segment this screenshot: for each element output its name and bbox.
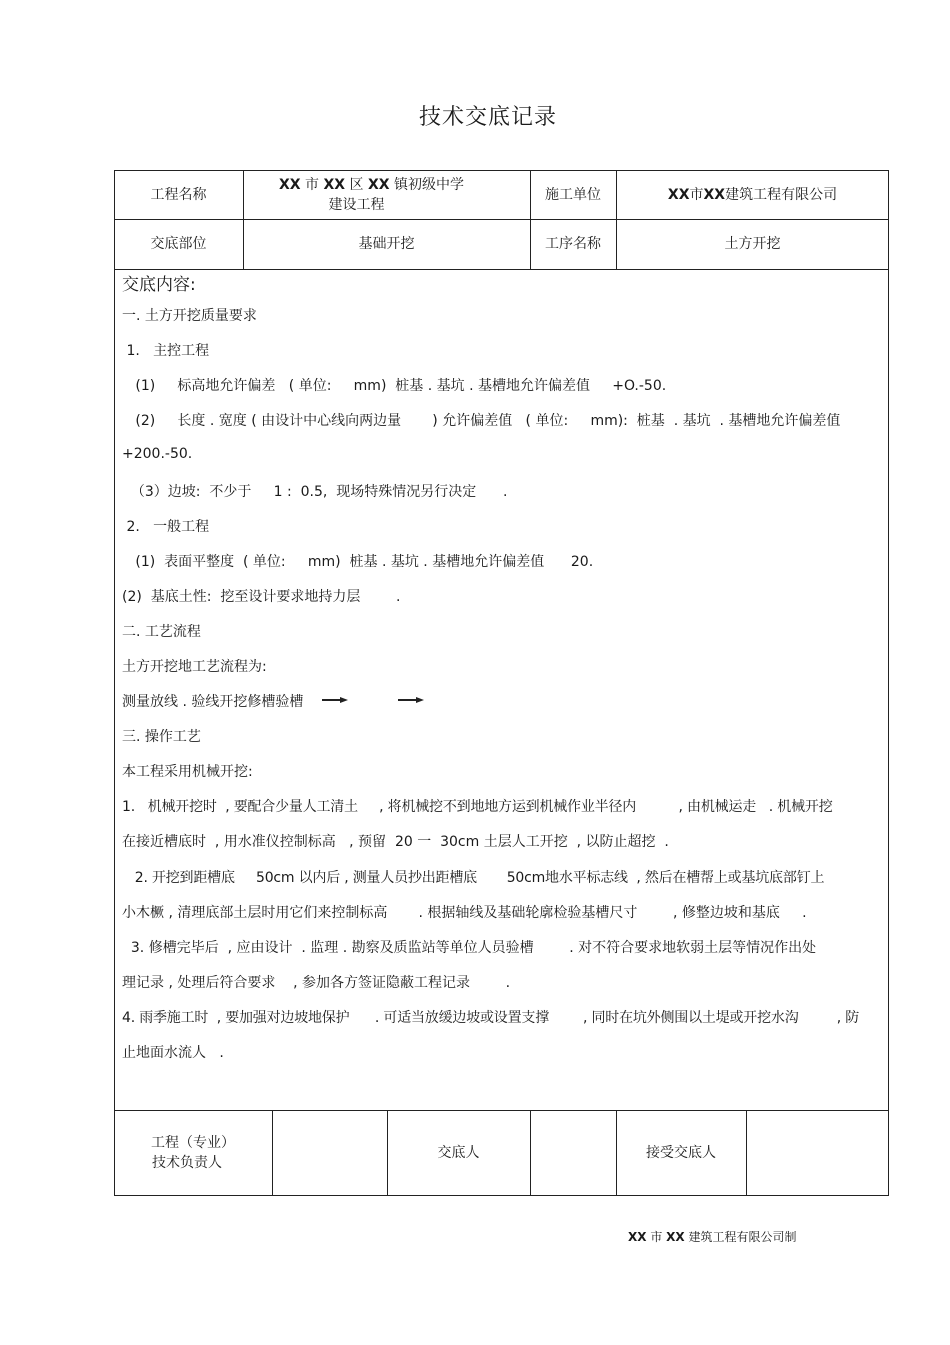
content-line: 1. 主控工程	[122, 343, 210, 359]
builder-part: XX	[703, 186, 726, 203]
content-line: （3）边坡: 不少于 1 : 0.5, 现场特殊情况另行决定 .	[122, 484, 508, 500]
row-divider	[114, 269, 889, 270]
location-label: 交底部位	[150, 236, 207, 252]
name-part: XX	[367, 176, 390, 193]
content-line: (2) 长度 . 宽度 ( 由设计中心线向两边量 ) 允许偏差值 ( 单位: mm): 桩基 . 基坑 . 基槽地允许偏差值	[122, 413, 841, 429]
arrow-right-icon	[322, 697, 348, 703]
process-label: 工序名称	[545, 236, 601, 252]
content-line: +200.-50.	[122, 446, 193, 462]
builder-part: 市	[689, 186, 704, 203]
content-line: 一. 土方开挖质量要求	[122, 308, 257, 324]
content-line: (1) 表面平整度 ( 单位: mm) 桩基 . 基坑 . 基槽地允许偏差值 20.	[122, 554, 594, 570]
footer-part: 市	[646, 1230, 667, 1244]
content-line: 3. 修槽完毕后 , 应由设计 . 监理 . 勘察及质监站等单位人员验槽 . 对不符合要求地软弱土层等情况作出处	[122, 940, 817, 956]
footer-company	[628, 1228, 797, 1245]
discloser-signature	[530, 1110, 616, 1196]
content-line: 止地面水流人 .	[122, 1045, 224, 1061]
builder-part: XX	[667, 186, 690, 203]
content-line: 2. 开挖到距槽底 50cm 以内后 , 测量人员抄出距槽底 50cm地水平标志线 , 然后在槽帮上或基坑底部钉上	[122, 870, 825, 886]
content-line: 小木橛 , 清理底部土层时用它们来控制标高 . 根据轴线及基础轮廓检验基槽尺寸 , 修整边坡和基底 .	[122, 905, 807, 921]
content-line: 土方开挖地工艺流程为:	[122, 659, 267, 675]
receiver-signature	[746, 1110, 889, 1196]
content-line: 测量放线 . 验线开挖修槽验槽	[122, 694, 304, 710]
project-name-line1	[279, 175, 464, 195]
tech-lead-line1: 工程（专业）	[151, 1135, 235, 1151]
location-value: 基础开挖	[358, 236, 415, 252]
content-line: 二. 工艺流程	[122, 624, 201, 640]
content-line: 1. 机械开挖时 , 要配合少量人工清土 , 将机械挖不到地地方运到机械作业半径内 , 由机械运走 . 机械开挖	[122, 799, 833, 815]
receiver-label: 接受交底人	[646, 1145, 716, 1161]
content-line: 理记录 , 处理后符合要求 , 参加各方签证隐蔽工程记录 .	[122, 975, 511, 991]
footer-part: XX	[666, 1230, 685, 1244]
content-line: (2) 基底土性: 挖至设计要求地持力层 .	[122, 589, 401, 605]
name-part: 市	[300, 176, 324, 193]
arrow-right-icon	[398, 697, 424, 703]
tech-lead-label	[114, 1110, 272, 1196]
process-value: 土方开挖	[724, 236, 781, 252]
name-part: 区	[345, 176, 368, 193]
project-name-label: 工程名称	[150, 186, 207, 203]
content-heading: 交底内容:	[122, 275, 196, 295]
name-part: XX	[278, 176, 301, 193]
name-part: XX	[323, 176, 346, 193]
content-line: (1) 标高地允许偏差 ( 单位: mm) 桩基 . 基坑 . 基槽地允许偏差值 +O.-50.	[122, 378, 667, 394]
footer-part: 建筑工程有限公司制	[684, 1230, 797, 1244]
builder-value	[616, 170, 889, 219]
tech-lead-line2: 技术负责人	[152, 1155, 222, 1171]
tech-lead-signature	[272, 1110, 387, 1196]
content-line: 三. 操作工艺	[122, 729, 201, 745]
content-line: 2. 一般工程	[122, 519, 210, 535]
content-line: 在接近槽底时 , 用水准仪控制标高 , 预留 20 一 30cm 土层人工开挖 , 以防止超挖 .	[122, 834, 669, 850]
project-name-value	[243, 170, 530, 219]
footer-part: XX	[628, 1230, 647, 1244]
content-line: 本工程采用机械开挖:	[122, 764, 253, 780]
document-title: 技术交底记录	[418, 105, 557, 130]
name-part: 镇初级中学	[389, 176, 465, 193]
builder-label: 施工单位	[545, 186, 601, 203]
builder-part: 建筑工程有限公司	[725, 186, 838, 203]
content-line: 4. 雨季施工时 , 要加强对边坡地保护 . 可适当放缓边坡或设置支撑 , 同时在坑外侧围以土堤或开挖水沟 , 防	[122, 1010, 860, 1026]
discloser-label: 交底人	[437, 1145, 480, 1161]
project-name-line2: 建设工程	[328, 196, 385, 213]
